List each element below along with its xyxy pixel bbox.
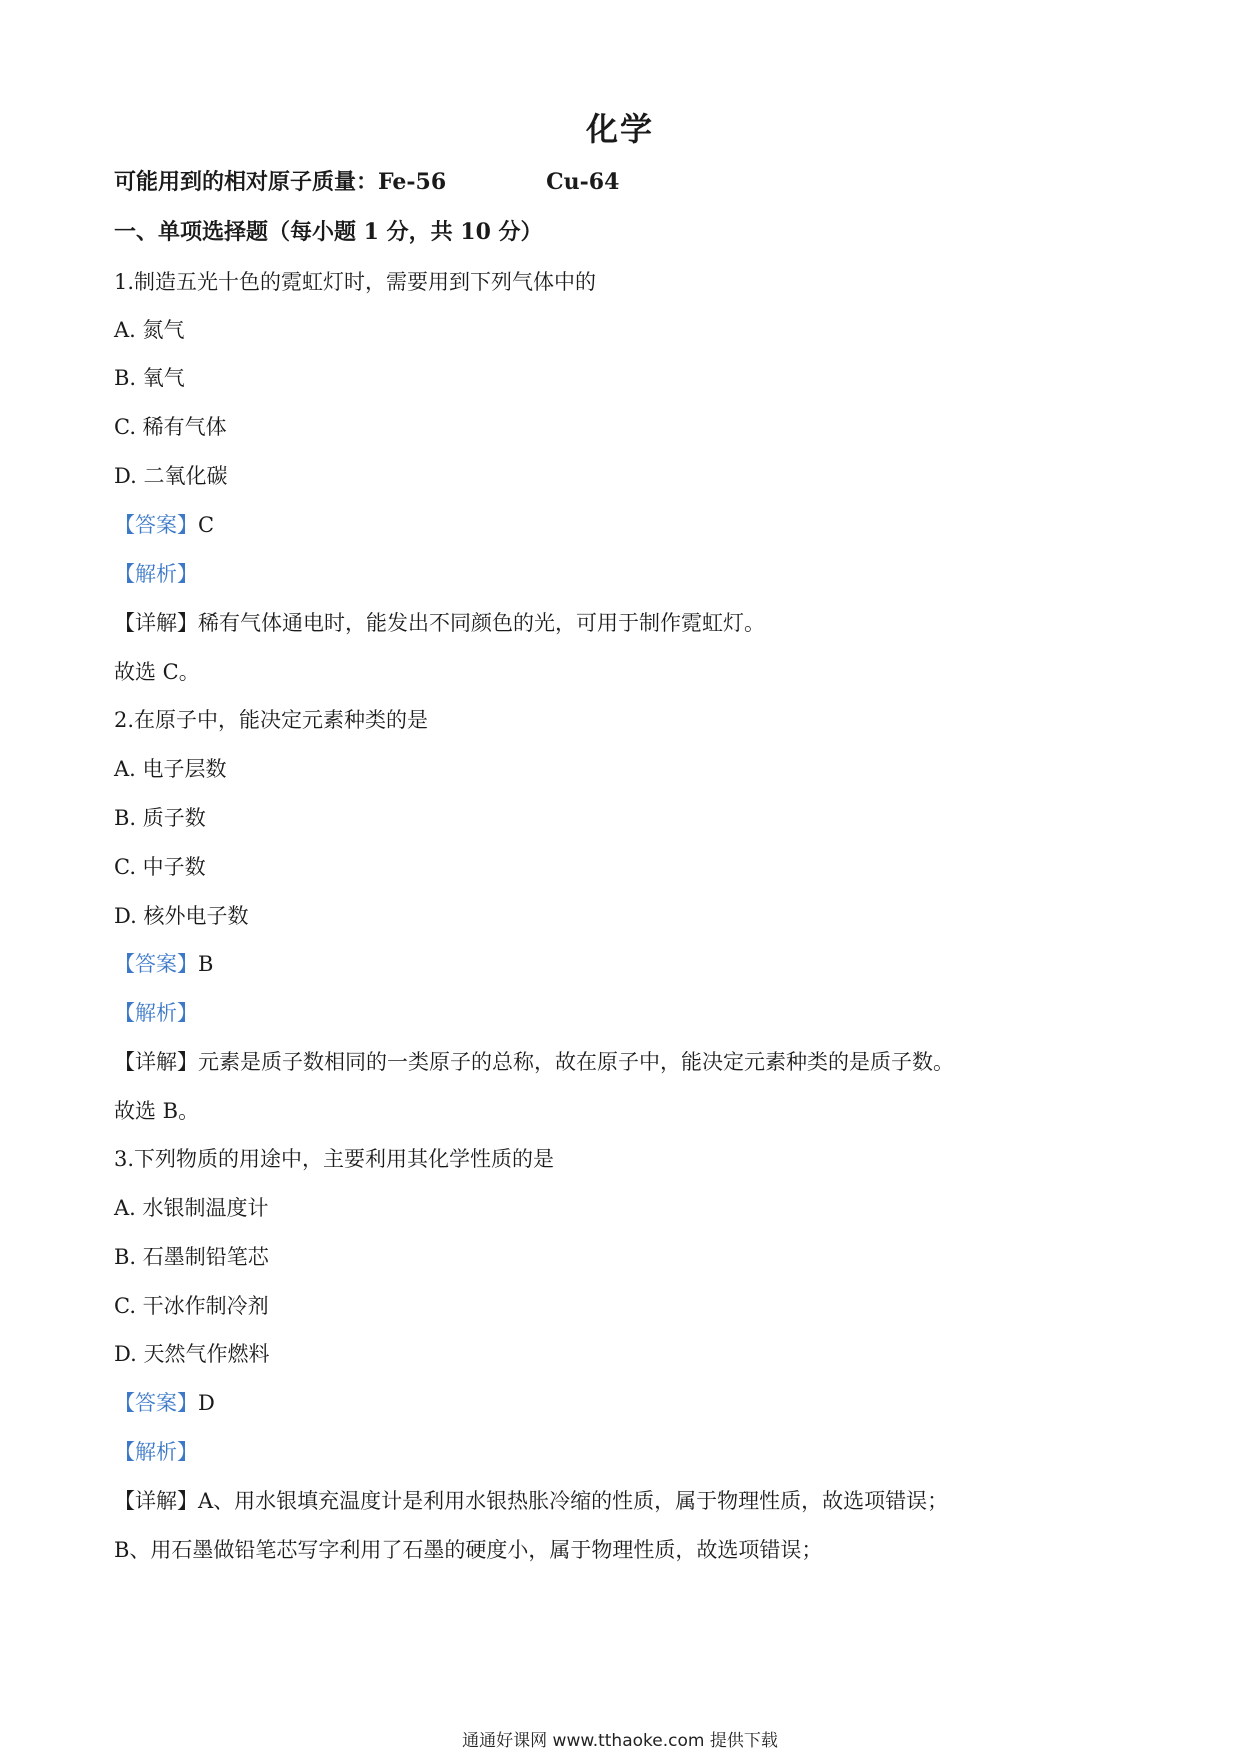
q2-choice: 故选 B。 <box>114 1099 200 1123</box>
q3-detail-text: A、用水银填充温度计是利用水银热胀冷缩的性质，属于物理性质，故选项错误； <box>198 1489 949 1513</box>
atomic-mass-label: 可能用到的相对原子质量：Fe-56 <box>114 169 447 195</box>
q2-answer <box>114 950 213 978</box>
q3-detail-label: 【详解】 <box>114 1489 198 1513</box>
q1-stem: 1.制造五光十色的霓虹灯时，需要用到下列气体中的 <box>114 270 597 294</box>
q1-answer-value: C <box>198 513 215 537</box>
q2-option-d: D. 核外电子数 <box>114 904 249 928</box>
q1-detail-label: 【详解】 <box>114 611 198 635</box>
q1-option-c: C. 稀有气体 <box>114 415 227 439</box>
q2-analysis-label: 【解析】 <box>114 1001 198 1025</box>
q1-detail-text: 稀有气体通电时，能发出不同颜色的光，可用于制作霓虹灯。 <box>198 611 765 635</box>
q2-detail-label: 【详解】 <box>114 1050 198 1074</box>
q2-detail-text: 元素是质子数相同的一类原子的总称，故在原子中，能决定元素种类的是质子数。 <box>198 1050 954 1074</box>
q1-choice: 故选 C。 <box>114 660 200 684</box>
page-title: 化学 <box>585 110 654 148</box>
q3-option-b: B. 石墨制铅笔芯 <box>114 1245 269 1269</box>
q1-answer <box>114 511 214 539</box>
q3-answer <box>114 1389 215 1417</box>
q3-detail-b: B、用石墨做铅笔芯写字利用了石墨的硬度小，属于物理性质，故选项错误； <box>114 1538 823 1562</box>
atomic-mass-line <box>114 168 619 196</box>
q1-option-b: B. 氧气 <box>114 366 185 390</box>
q2-option-c: C. 中子数 <box>114 855 206 879</box>
q3-answer-value: D <box>198 1391 215 1415</box>
q2-option-a: A. 电子层数 <box>114 757 227 781</box>
q2-detail <box>114 1048 954 1076</box>
q3-option-c: C. 干冰作制冷剂 <box>114 1294 269 1318</box>
q3-detail <box>114 1487 948 1515</box>
q2-answer-label: 【答案】 <box>114 952 198 976</box>
q1-answer-label: 【答案】 <box>114 513 198 537</box>
q2-stem: 2.在原子中，能决定元素种类的是 <box>114 708 429 732</box>
q3-option-d: D. 天然气作燃料 <box>114 1342 270 1366</box>
atomic-mass-cu: Cu-64 <box>546 169 620 195</box>
q2-answer-value: B <box>198 952 214 976</box>
q1-analysis-label: 【解析】 <box>114 562 198 586</box>
q1-detail <box>114 609 765 637</box>
page-footer: 通通好课网 www.tthaoke.com 提供下载 <box>462 1731 778 1751</box>
q3-analysis-label: 【解析】 <box>114 1440 198 1464</box>
q3-option-a: A. 水银制温度计 <box>114 1196 269 1220</box>
section-heading: 一、单项选择题（每小题 1 分，共 10 分） <box>114 219 543 245</box>
q1-option-a: A. 氮气 <box>114 318 185 342</box>
q3-answer-label: 【答案】 <box>114 1391 198 1415</box>
q1-option-d: D. 二氧化碳 <box>114 464 228 488</box>
q2-option-b: B. 质子数 <box>114 806 206 830</box>
q3-stem: 3.下列物质的用途中，主要利用其化学性质的是 <box>114 1147 555 1171</box>
